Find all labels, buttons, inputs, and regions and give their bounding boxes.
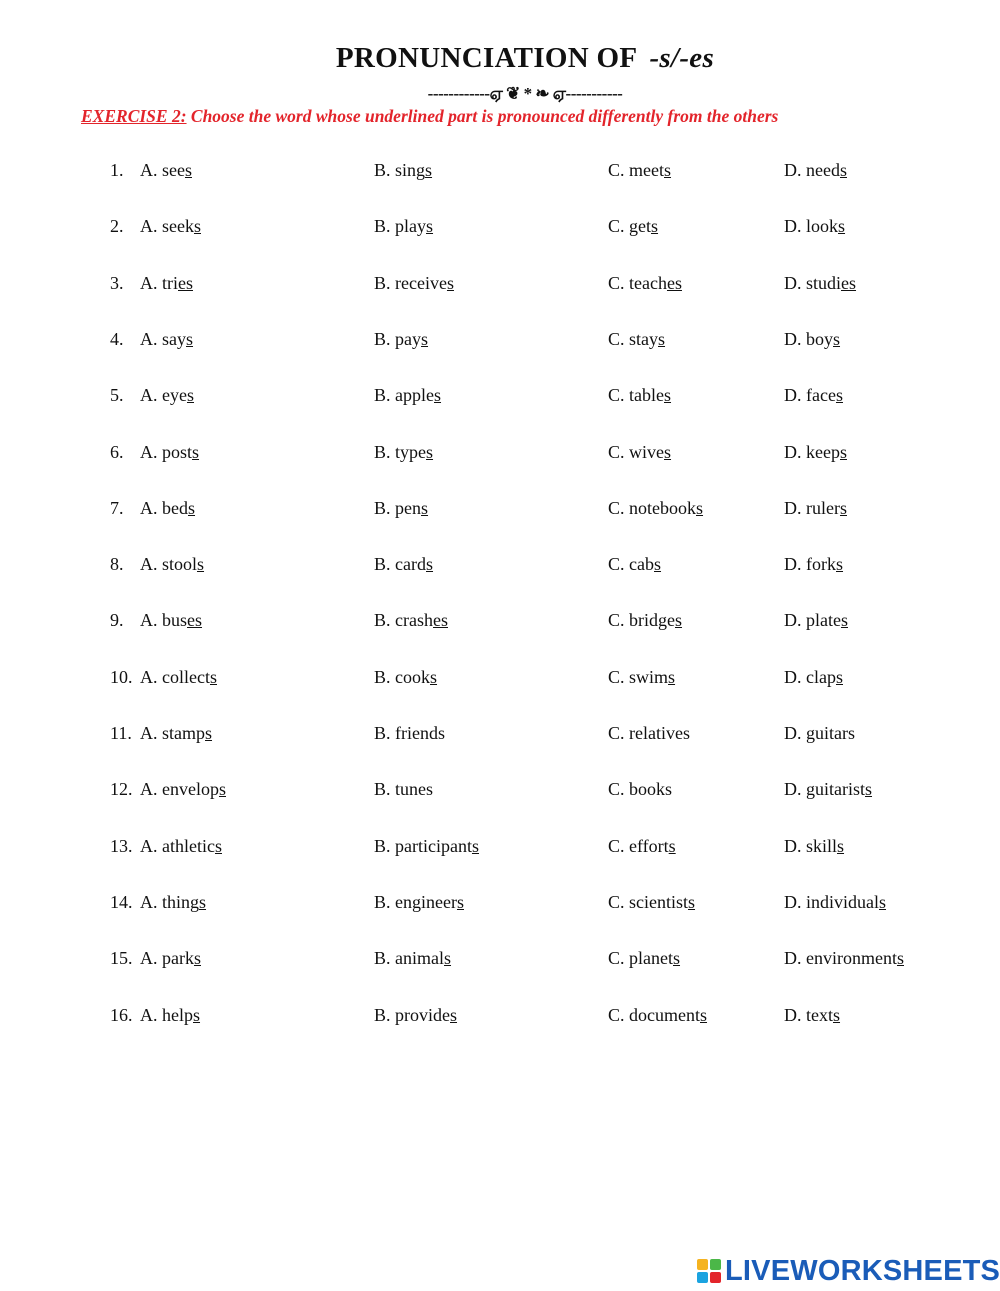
- underlined-ending: s: [835, 385, 843, 406]
- option-word: thing: [162, 891, 200, 912]
- underlined-ending: s: [833, 328, 841, 349]
- answer-option[interactable]: [140, 948, 201, 969]
- option-letter: A.: [140, 779, 158, 800]
- underlined-ending: s: [205, 723, 213, 743]
- option-word: swim: [629, 666, 669, 687]
- option-word: boy: [806, 328, 833, 349]
- answer-option[interactable]: [608, 329, 665, 350]
- option-word: cook: [395, 666, 431, 687]
- underlined-ending: s: [214, 835, 222, 856]
- underlined-ending: s: [186, 385, 194, 406]
- answer-option[interactable]: [140, 160, 192, 181]
- option-word: envelop: [162, 779, 219, 800]
- answer-option[interactable]: [374, 1005, 457, 1026]
- question-number: 11.: [110, 723, 132, 743]
- option-word: planet: [629, 948, 673, 969]
- underlined-ending: s: [839, 441, 847, 462]
- option-word: face: [806, 385, 836, 406]
- answer-option[interactable]: [784, 216, 845, 237]
- answer-option[interactable]: [374, 836, 479, 857]
- underlined-ending: s: [668, 666, 676, 687]
- option-word: bridge: [629, 610, 675, 631]
- answer-option[interactable]: [784, 723, 855, 744]
- question-number: 14.: [110, 891, 133, 912]
- option-letter: D.: [784, 891, 802, 912]
- answer-option[interactable]: [374, 667, 437, 688]
- question-row: [0, 723, 1000, 753]
- option-letter: A.: [140, 497, 158, 518]
- question-number: 15.: [110, 948, 133, 969]
- option-letter: C.: [608, 779, 625, 800]
- answer-option[interactable]: [140, 723, 212, 744]
- underlined-ending: s: [840, 610, 848, 631]
- option-word: provide: [395, 1004, 450, 1025]
- option-letter: B.: [374, 328, 391, 349]
- option-word: collect: [162, 666, 210, 687]
- underlined-ending: s: [209, 666, 217, 687]
- answer-option[interactable]: [784, 1005, 840, 1026]
- option-word: environment: [806, 948, 897, 969]
- underlined-ending: s: [188, 497, 196, 518]
- option-letter: B.: [374, 1004, 391, 1025]
- option-word: skill: [806, 835, 838, 856]
- option-letter: B.: [374, 554, 391, 575]
- question-number: 9.: [110, 610, 124, 631]
- option-word: help: [162, 1004, 193, 1025]
- answer-option[interactable]: [140, 554, 204, 575]
- question-number: 2.: [110, 216, 124, 237]
- answer-option[interactable]: [374, 779, 433, 800]
- option-letter: A.: [140, 554, 158, 575]
- option-letter: D.: [784, 666, 802, 687]
- option-letter: B.: [374, 948, 391, 969]
- option-word: seek: [162, 216, 194, 237]
- underlined-ending: s: [421, 328, 429, 349]
- underlined-ending: s: [184, 160, 192, 180]
- underlined-ending: s: [879, 891, 887, 912]
- question-row: [0, 273, 1000, 303]
- option-word: scientist: [629, 891, 689, 912]
- option-letter: A.: [140, 328, 158, 349]
- option-word: guitarist: [806, 779, 865, 800]
- question-number: 10.: [110, 666, 133, 687]
- underlined-ending: s: [675, 610, 683, 631]
- answer-option[interactable]: [784, 554, 843, 575]
- underlined-ending: s: [896, 948, 904, 969]
- option-letter: B.: [374, 666, 391, 687]
- option-letter: D.: [784, 497, 802, 518]
- answer-option[interactable]: [784, 779, 872, 800]
- answer-option[interactable]: [784, 273, 856, 294]
- underlined-ending: s: [434, 385, 442, 406]
- option-letter: C.: [608, 272, 625, 293]
- underlined-ending: s: [471, 835, 479, 856]
- option-letter: B.: [374, 497, 391, 518]
- option-word: clap: [806, 666, 836, 687]
- option-word: type: [395, 441, 427, 462]
- underlined-ending: s: [668, 835, 676, 856]
- question-row: [0, 160, 1000, 190]
- option-word: meet: [629, 160, 664, 180]
- option-letter: A.: [140, 441, 158, 462]
- option-word: pay: [395, 328, 422, 349]
- option-word: crash: [395, 610, 433, 631]
- option-letter: B.: [374, 723, 391, 743]
- option-letter: D.: [784, 948, 802, 969]
- question-row: [0, 554, 1000, 584]
- option-word: sing: [395, 160, 426, 180]
- option-word: table: [629, 385, 664, 406]
- option-letter: B.: [374, 441, 391, 462]
- answer-option[interactable]: [140, 779, 226, 800]
- option-letter: B.: [374, 160, 391, 180]
- option-word: keep: [806, 441, 840, 462]
- answer-option[interactable]: [608, 948, 680, 969]
- answer-option[interactable]: [374, 273, 454, 294]
- option-word: post: [162, 441, 193, 462]
- decorative-divider: ------------ஏ ❦ * ❧ ஏ-----------: [427, 84, 623, 103]
- option-word: studi: [806, 272, 842, 293]
- option-word: stool: [162, 554, 198, 575]
- option-word: engineer: [395, 891, 457, 912]
- underlined-ending: s: [425, 160, 433, 180]
- answer-option[interactable]: [374, 160, 432, 181]
- underlined-ending: es: [433, 610, 448, 631]
- option-word: see: [162, 160, 185, 180]
- option-letter: C.: [608, 948, 625, 969]
- option-letter: D.: [784, 441, 802, 462]
- option-letter: B.: [374, 385, 391, 406]
- question-number: 13.: [110, 835, 133, 856]
- underlined-ending: s: [837, 835, 845, 856]
- option-word: notebook: [629, 497, 697, 518]
- option-letter: C.: [608, 216, 625, 237]
- exercise-instruction: [81, 106, 778, 127]
- option-letter: A.: [140, 1004, 158, 1025]
- question-row: [0, 948, 1000, 978]
- question-row: [0, 498, 1000, 528]
- option-word: play: [395, 216, 427, 237]
- answer-option[interactable]: [374, 216, 433, 237]
- answer-option[interactable]: [784, 442, 847, 463]
- option-word: friends: [395, 723, 445, 743]
- answer-option[interactable]: [608, 836, 676, 857]
- underlined-ending: s: [696, 497, 704, 518]
- option-word: bus: [162, 610, 188, 631]
- underlined-ending: s: [218, 779, 226, 800]
- option-letter: C.: [608, 554, 625, 575]
- underlined-ending: s: [197, 554, 205, 575]
- answer-option[interactable]: [784, 948, 904, 969]
- option-letter: D.: [784, 835, 802, 856]
- question-number: 3.: [110, 272, 124, 293]
- option-word: tunes: [395, 779, 434, 800]
- answer-option[interactable]: [140, 329, 193, 350]
- option-word: stay: [629, 328, 659, 349]
- option-letter: D.: [784, 723, 802, 743]
- underlined-ending: s: [193, 948, 201, 969]
- option-word: text: [806, 1004, 833, 1025]
- option-letter: A.: [140, 835, 158, 856]
- question-number: 5.: [110, 385, 124, 406]
- underlined-ending: s: [444, 948, 452, 969]
- option-word: receive: [395, 272, 447, 293]
- answer-option[interactable]: [140, 836, 222, 857]
- option-word: card: [395, 554, 426, 575]
- title-main: PRONUNCIATION OF: [335, 42, 638, 74]
- answer-option[interactable]: [140, 498, 195, 519]
- underlined-ending: s: [426, 554, 434, 575]
- option-letter: A.: [140, 216, 158, 237]
- underlined-ending: s: [839, 160, 847, 180]
- answer-option[interactable]: [608, 273, 682, 294]
- option-word: plate: [806, 610, 841, 631]
- answer-option[interactable]: [374, 948, 451, 969]
- question-row: [0, 442, 1000, 472]
- question-row: [0, 329, 1000, 359]
- answer-option[interactable]: [608, 498, 703, 519]
- option-letter: A.: [140, 385, 158, 406]
- question-row: [0, 667, 1000, 697]
- question-number: 8.: [110, 554, 124, 575]
- underlined-ending: s: [192, 441, 200, 462]
- answer-option[interactable]: [374, 329, 428, 350]
- option-letter: C.: [608, 891, 625, 912]
- answer-option[interactable]: [784, 385, 843, 406]
- answer-option[interactable]: [608, 779, 672, 800]
- option-letter: C.: [608, 328, 625, 349]
- answer-option[interactable]: [140, 442, 199, 463]
- answer-option[interactable]: [608, 723, 690, 744]
- logo-tile: [710, 1272, 721, 1283]
- option-word: teach: [629, 272, 667, 293]
- underlined-ending: s: [658, 328, 666, 349]
- underlined-ending: s: [651, 216, 659, 237]
- underlined-ending: s: [430, 666, 438, 687]
- answer-option[interactable]: [784, 498, 847, 519]
- option-word: get: [629, 216, 652, 237]
- underlined-ending: s: [838, 216, 846, 237]
- option-word: participant: [395, 835, 472, 856]
- option-letter: C.: [608, 441, 625, 462]
- answer-option[interactable]: [140, 385, 194, 406]
- underlined-ending: es: [187, 610, 203, 631]
- option-letter: D.: [784, 328, 802, 349]
- option-word: need: [806, 160, 840, 180]
- option-word: tri: [162, 272, 178, 293]
- answer-option[interactable]: [784, 610, 848, 631]
- answer-option[interactable]: [140, 1005, 200, 1026]
- underlined-ending: s: [664, 160, 672, 180]
- question-row: [0, 892, 1000, 922]
- underlined-ending: s: [199, 891, 207, 912]
- underlined-ending: s: [186, 328, 194, 349]
- page-title: [0, 42, 1000, 75]
- option-word: wive: [629, 441, 665, 462]
- question-number: 16.: [110, 1004, 133, 1025]
- answer-option[interactable]: [608, 160, 671, 181]
- instruction-text: Choose the word whose underlined part is pronounced differently from the others: [186, 106, 779, 126]
- answer-option[interactable]: [140, 610, 202, 631]
- option-word: individual: [806, 891, 879, 912]
- option-letter: A.: [140, 272, 158, 293]
- option-word: fork: [806, 554, 836, 575]
- underlined-ending: es: [841, 272, 857, 293]
- option-letter: C.: [608, 723, 625, 743]
- answer-option[interactable]: [784, 836, 844, 857]
- answer-option[interactable]: [374, 498, 428, 519]
- option-word: guitars: [806, 723, 855, 743]
- option-word: apple: [395, 385, 434, 406]
- option-word: relatives: [629, 723, 690, 743]
- option-letter: C.: [608, 497, 625, 518]
- logo-tile: [697, 1272, 708, 1283]
- option-word: animal: [395, 948, 444, 969]
- option-letter: C.: [608, 666, 625, 687]
- option-letter: C.: [608, 1004, 625, 1025]
- title-suffix: -s/-es: [649, 42, 715, 74]
- answer-option[interactable]: [140, 216, 201, 237]
- underlined-ending: es: [178, 272, 193, 293]
- underlined-ending: s: [835, 666, 843, 687]
- logo-tile: [710, 1259, 721, 1270]
- option-letter: D.: [784, 216, 802, 237]
- option-word: bed: [162, 497, 188, 518]
- option-letter: B.: [374, 779, 391, 800]
- question-number: 7.: [110, 497, 124, 518]
- answer-option[interactable]: [608, 1005, 707, 1026]
- answer-option[interactable]: [784, 892, 886, 913]
- answer-option[interactable]: [374, 554, 433, 575]
- underlined-ending: s: [688, 891, 696, 912]
- question-row: [0, 836, 1000, 866]
- option-word: books: [629, 779, 673, 800]
- option-word: pen: [395, 497, 422, 518]
- answer-option[interactable]: [784, 329, 840, 350]
- underlined-ending: s: [426, 216, 434, 237]
- option-letter: B.: [374, 216, 391, 237]
- answer-option[interactable]: [608, 892, 695, 913]
- option-letter: C.: [608, 160, 625, 180]
- liveworksheets-logo-icon: [697, 1259, 721, 1283]
- option-letter: A.: [140, 666, 158, 687]
- answer-option[interactable]: [608, 216, 658, 237]
- underlined-ending: es: [666, 272, 682, 293]
- answer-option[interactable]: [374, 892, 464, 913]
- underlined-ending: s: [673, 948, 681, 969]
- option-word: cab: [629, 554, 654, 575]
- underlined-ending: s: [700, 1004, 708, 1025]
- underlined-ending: s: [865, 779, 873, 800]
- question-number: 12.: [110, 779, 133, 800]
- answer-option[interactable]: [784, 667, 843, 688]
- option-letter: D.: [784, 385, 802, 406]
- option-letter: D.: [784, 160, 802, 180]
- question-number: 6.: [110, 441, 124, 462]
- option-letter: B.: [374, 891, 391, 912]
- underlined-ending: s: [836, 554, 844, 575]
- option-letter: D.: [784, 779, 802, 800]
- answer-option[interactable]: [140, 667, 217, 688]
- option-word: athletic: [162, 835, 215, 856]
- underlined-ending: s: [450, 1004, 458, 1025]
- option-letter: C.: [608, 835, 625, 856]
- underlined-ending: s: [426, 441, 434, 462]
- underlined-ending: s: [446, 272, 454, 293]
- option-letter: C.: [608, 610, 625, 631]
- underlined-ending: s: [193, 1004, 201, 1025]
- question-row: [0, 779, 1000, 809]
- answer-option[interactable]: [608, 667, 675, 688]
- logo-tile: [697, 1259, 708, 1270]
- option-letter: A.: [140, 891, 158, 912]
- option-letter: A.: [140, 160, 158, 180]
- answer-option[interactable]: [608, 554, 661, 575]
- question-number: 1.: [110, 160, 124, 180]
- answer-option[interactable]: [374, 442, 433, 463]
- underlined-ending: s: [839, 497, 847, 518]
- exercise-label: EXERCISE 2:: [81, 106, 187, 126]
- underlined-ending: s: [456, 891, 464, 912]
- underlined-ending: s: [421, 497, 429, 518]
- option-word: document: [629, 1004, 700, 1025]
- option-word: effort: [629, 835, 669, 856]
- question-row: [0, 1005, 1000, 1035]
- option-letter: A.: [140, 948, 158, 969]
- option-letter: B.: [374, 610, 391, 631]
- option-letter: B.: [374, 272, 391, 293]
- option-letter: D.: [784, 272, 802, 293]
- underlined-ending: s: [664, 385, 672, 406]
- underlined-ending: s: [833, 1004, 841, 1025]
- answer-option[interactable]: [608, 442, 671, 463]
- option-word: eye: [162, 385, 187, 406]
- answer-option[interactable]: [374, 610, 448, 631]
- question-number: 4.: [110, 328, 124, 349]
- question-row: [0, 216, 1000, 246]
- option-letter: D.: [784, 554, 802, 575]
- underlined-ending: s: [664, 441, 672, 462]
- answer-option[interactable]: [784, 160, 847, 181]
- answer-option[interactable]: [140, 273, 193, 294]
- answer-option[interactable]: [374, 723, 445, 744]
- option-letter: A.: [140, 723, 158, 743]
- question-row: [0, 610, 1000, 640]
- answer-option[interactable]: [608, 385, 671, 406]
- watermark-text: LIVEWORKSHEETS: [725, 1254, 1000, 1287]
- option-word: look: [806, 216, 839, 237]
- underlined-ending: s: [193, 216, 201, 237]
- answer-option[interactable]: [140, 892, 206, 913]
- answer-option[interactable]: [374, 385, 441, 406]
- question-row: [0, 385, 1000, 415]
- option-letter: A.: [140, 610, 158, 631]
- option-letter: D.: [784, 610, 802, 631]
- option-word: ruler: [806, 497, 840, 518]
- underlined-ending: s: [654, 554, 662, 575]
- option-word: park: [162, 948, 194, 969]
- answer-option[interactable]: [608, 610, 682, 631]
- option-word: stamp: [162, 723, 205, 743]
- watermark: [697, 1254, 1000, 1288]
- option-letter: B.: [374, 835, 391, 856]
- option-letter: D.: [784, 1004, 802, 1025]
- option-word: say: [162, 328, 186, 349]
- option-letter: C.: [608, 385, 625, 406]
